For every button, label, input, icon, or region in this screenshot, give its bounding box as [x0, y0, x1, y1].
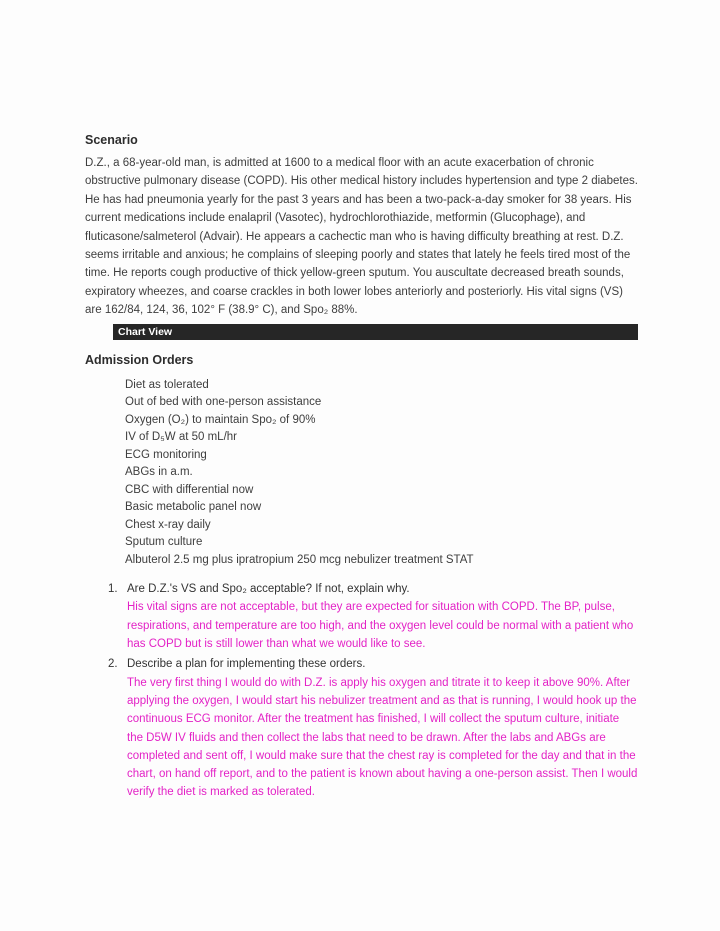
order-item: Diet as tolerated — [125, 378, 209, 391]
scenario-paragraph: D.Z., a 68-year-old man, is admitted at 1600 to a medical floor with an acute exacerbation of chronic obstructive pulmonary disease (COPD). His other medical history includes hypertension and type 2 diabetes. He has had pneumonia yearly for the past 3 years and has been a two-pack-a-day smoker for 38 years. His current medications include enalapril (Vasotec), hydrochlorothiazide, metformin (Glucophage), and fluticasone/salmeterol (Advair). He appears a cachectic man who is having difficulty breathing at rest. D.Z. seems irritable and anxious; he complains of sleeping poorly and states that lately he feels tired most of the time. He reports cough productive of thick yellow-green sputum. You auscultate decreased breath sounds, expiratory wheezes, and coarse crackles in both lower lobes anteriorly and posteriorly. His vital signs (VS) are 162/84, 124, 36, 102° F (38.9° C), and Spo₂ 88%. — [85, 157, 638, 317]
question-text: Describe a plan for implementing these orders. — [127, 658, 366, 671]
answer-text: His vital signs are not acceptable, but they are expected for situation with COPD. The BP, pulse, respirations, and temperature are too high, and the oxygen level could be normal with a patient who has COPD but is still lower than what we would like to see. — [127, 601, 634, 651]
questions-section — [85, 580, 638, 802]
question-text: Are D.Z.'s VS and Spo₂ acceptable? If not, explain why. — [127, 583, 410, 596]
question-row — [85, 655, 638, 673]
order-item: Oxygen (O₂) to maintain Spo₂ of 90% — [125, 413, 316, 426]
admission-orders-heading: Admission Orders — [85, 352, 194, 367]
order-item: ABGs in a.m. — [125, 466, 193, 479]
admission-orders-section — [85, 353, 638, 570]
question-block — [85, 655, 638, 801]
order-item: Sputum culture — [125, 536, 203, 549]
chart-view-bar — [113, 324, 638, 340]
question-number: 1. — [108, 583, 118, 596]
chart-view-label: Chart View — [118, 325, 173, 338]
question-block — [85, 580, 638, 653]
question-number: 2. — [108, 658, 118, 671]
order-item: Basic metabolic panel now — [125, 501, 262, 514]
order-item: Chest x-ray daily — [125, 518, 211, 531]
answer-text: The very first thing I would do with D.Z. is apply his oxygen and titrate it to keep it above 90%. After applying the oxygen, I would start his nebulizer treatment and as that is running, I would hook up the continuous ECG monitor. After the treatment has finished, I will collect the sputum culture, initiate the D5W IV fluids and then collect the labs that need to be drawn. After the labs and ABGs are completed and sent off, I would make sure that the chest ray is completed for the day and that in the chart, on hand off report, and to the patient is known about having a one-person assist. Then I would verify the diet is marked as tolerated. — [127, 676, 638, 799]
order-item: CBC with differential now — [125, 483, 254, 496]
scenario-heading: Scenario — [85, 133, 138, 147]
scenario-section — [85, 133, 638, 320]
order-item: IV of D₅W at 50 mL/hr — [125, 431, 238, 444]
question-row — [85, 580, 638, 598]
order-item: Out of bed with one-person assistance — [125, 396, 322, 409]
order-item: Albuterol 2.5 mg plus ipratropium 250 mcg nebulizer treatment STAT — [125, 553, 474, 566]
orders-list — [125, 377, 638, 570]
order-item: ECG monitoring — [125, 448, 207, 461]
